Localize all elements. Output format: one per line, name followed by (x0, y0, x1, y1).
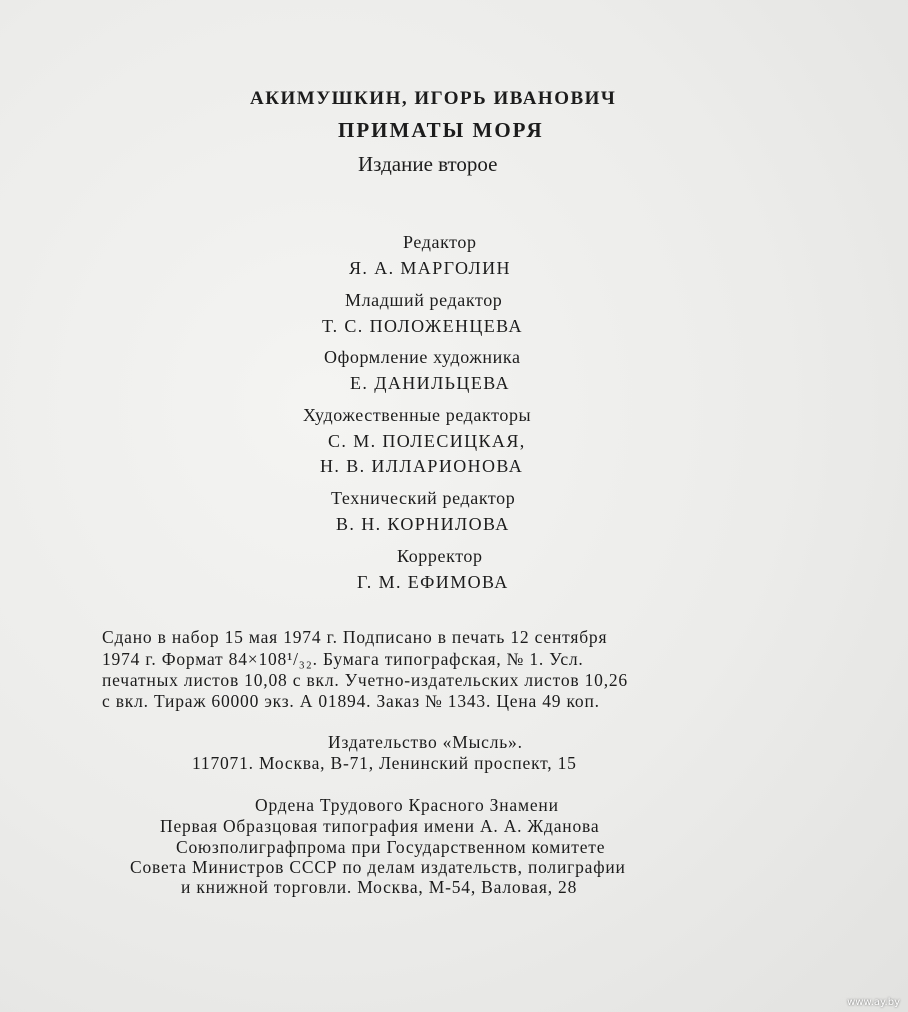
print-data-line: 1974 г. Формат 84×108¹/₃₂. Бумага типографская, № 1. Усл. (102, 649, 584, 669)
printer-line: и книжной торговли. Москва, М-54, Валовая, 28 (181, 877, 578, 897)
publisher-address: 117071. Москва, В-71, Ленинский проспект, 15 (192, 753, 577, 773)
author-name: АКИМУШКИН, ИГОРЬ ИВАНОВИЧ (250, 88, 617, 109)
credit-role: Младший редактор (345, 290, 503, 310)
printer-line: Совета Министров СССР по делам издательств, полиграфии (130, 857, 626, 877)
credit-name: Т. С. ПОЛОЖЕНЦЕВА (322, 316, 523, 336)
printer-line: Первая Образцовая типография имени А. А. Жданова (160, 816, 600, 836)
print-data-line: с вкл. Тираж 60000 экз. А 01894. Заказ № 1343. Цена 49 коп. (102, 691, 600, 711)
publisher-name: Издательство «Мысль». (328, 732, 523, 752)
book-title: ПРИМАТЫ МОРЯ (338, 118, 544, 142)
printer-line: Ордена Трудового Красного Знамени (255, 795, 559, 815)
credit-role: Технический редактор (331, 488, 516, 508)
credit-name: Н. В. ИЛЛАРИОНОВА (320, 456, 524, 476)
credit-name: Я. А. МАРГОЛИН (349, 258, 511, 278)
credit-name: В. Н. КОРНИЛОВА (336, 514, 510, 534)
edition-label: Издание второе (358, 152, 498, 176)
credit-role: Редактор (403, 232, 477, 252)
credit-role: Оформление художника (324, 347, 521, 367)
printer-line: Союзполиграфпрома при Государственном комитете (176, 837, 606, 857)
credit-name: С. М. ПОЛЕСИЦКАЯ, (328, 431, 526, 451)
credit-role: Художественные редакторы (303, 405, 532, 425)
print-data-line: Сдано в набор 15 мая 1974 г. Подписано в печать 12 сентября (102, 627, 608, 647)
print-data-line: печатных листов 10,08 с вкл. Учетно-издательских листов 10,26 (102, 670, 628, 690)
credit-name: Е. ДАНИЛЬЦЕВА (350, 373, 510, 393)
credit-role: Корректор (397, 546, 483, 566)
watermark: www.ay.by (847, 997, 900, 1008)
credit-name: Г. М. ЕФИМОВА (357, 572, 509, 592)
